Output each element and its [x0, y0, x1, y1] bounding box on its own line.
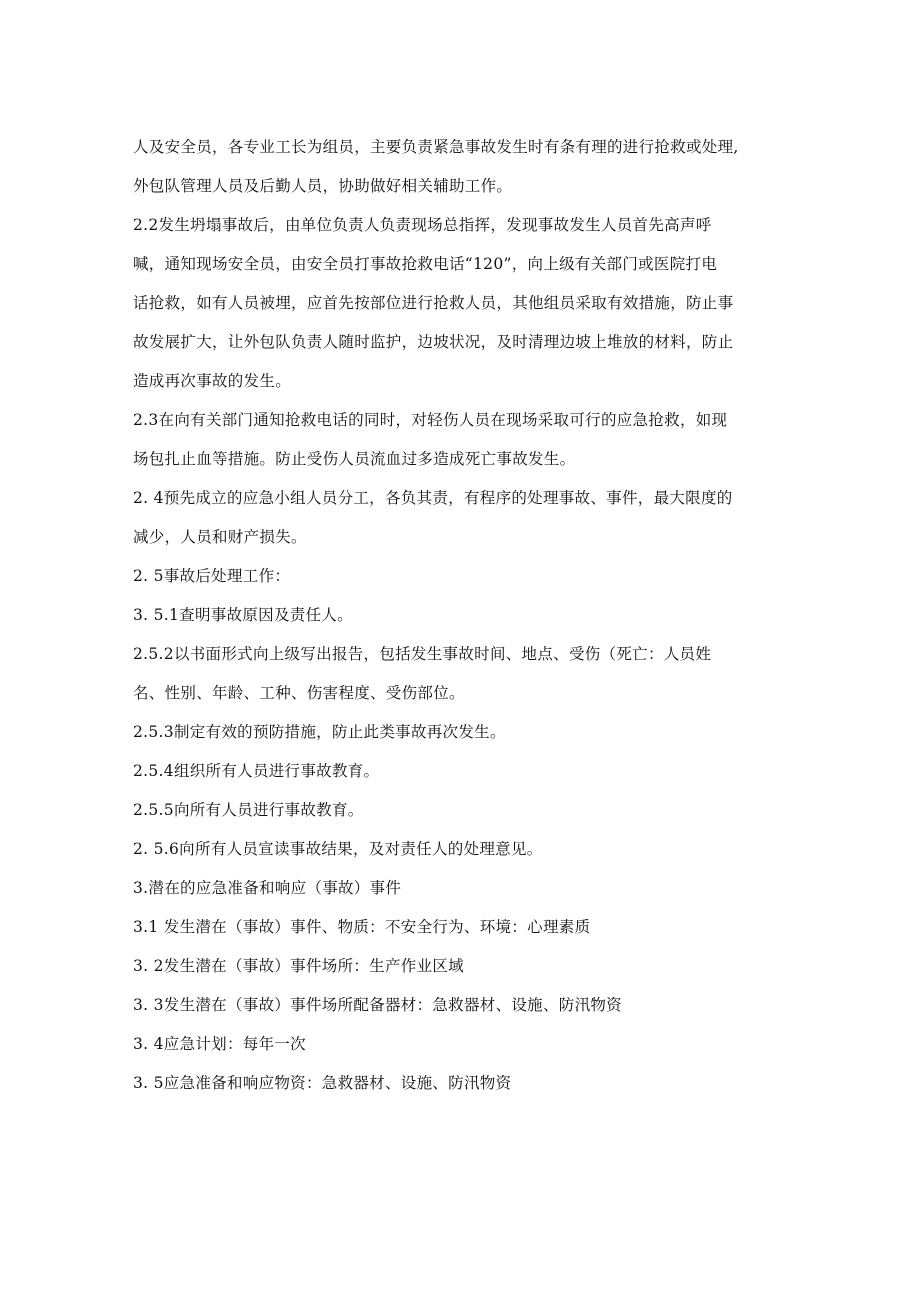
text-line: 2. 5事故后处理工作：: [133, 567, 291, 585]
text-line: 3. 2发生潜在（事故）事件场所：生产作业区域: [133, 957, 464, 975]
text-line: 故发展扩大，让外包队负责人随时监护，边坡状况，及时清理边坡上堆放的材料，防止: [133, 333, 734, 351]
text-line: 3. 5应急准备和响应物资：急救器材、设施、防汛物资: [133, 1074, 512, 1092]
text-line: 减少，人员和财产损失。: [133, 528, 307, 546]
text-line: 造成再次事故的发生。: [133, 372, 292, 390]
text-line: 3. 5.1查明事故原因及责任人。: [133, 606, 353, 624]
text-line: 2.5.2以书面形式向上级写出报告，包括发生事故时间、地点、受伤（死亡：人员姓: [133, 645, 712, 663]
text-line: 场包扎止血等措施。防止受伤人员流血过多造成死亡事故发生。: [133, 450, 576, 468]
text-line: 话抢救，如有人员被埋，应首先按部位进行抢救人员，其他组员采取有效措施，防止事: [133, 294, 734, 312]
text-line: 2.5.3制定有效的预防措施，防止此类事故再次发生。: [133, 723, 506, 741]
text-line: 2. 4预先成立的应急小组人员分工，各负其责，有程序的处理事故、事件，最大限度的: [133, 489, 733, 507]
text-line: 外包队管理人员及后勤人员，协助做好相关辅助工作。: [133, 177, 513, 195]
text-line: 2.2发生坍塌事故后，由单位负责人负责现场总指挥，发现事故发生人员首先高声呼: [133, 216, 712, 234]
text-line: 3. 4应急计划：每年一次: [133, 1035, 306, 1053]
section-heading: 3.潜在的应急准备和响应（事故）事件: [133, 879, 402, 897]
document-body: [133, 128, 793, 1103]
text-line: 人及安全员，各专业工长为组员，主要负责紧急事故发生时有条有理的进行抢救或处理,: [133, 138, 739, 156]
text-line: 喊，通知现场安全员，由安全员打事故抢救电话“120”，向上级有关部门或医院打电: [133, 255, 718, 273]
text-line: 2. 5.6向所有人员宣读事故结果，及对责任人的处理意见。: [133, 840, 543, 858]
text-line: 3. 3发生潜在（事故）事件场所配备器材：急救器材、设施、防汛物资: [133, 996, 622, 1014]
text-line: 2.3在向有关部门通知抢救电话的同时，对轻伤人员在现场采取可行的应急抢救，如现: [133, 411, 728, 429]
text-line: 名、性别、年龄、工种、伤害程度、受伤部位。: [133, 684, 465, 702]
text-line: 2.5.5向所有人员进行事故教育。: [133, 801, 364, 819]
text-line: 3.1 发生潜在（事故）事件、物质：不安全行为、环境：心理素质: [133, 918, 591, 936]
text-line: 2.5.4组织所有人员进行事故教育。: [133, 762, 380, 780]
